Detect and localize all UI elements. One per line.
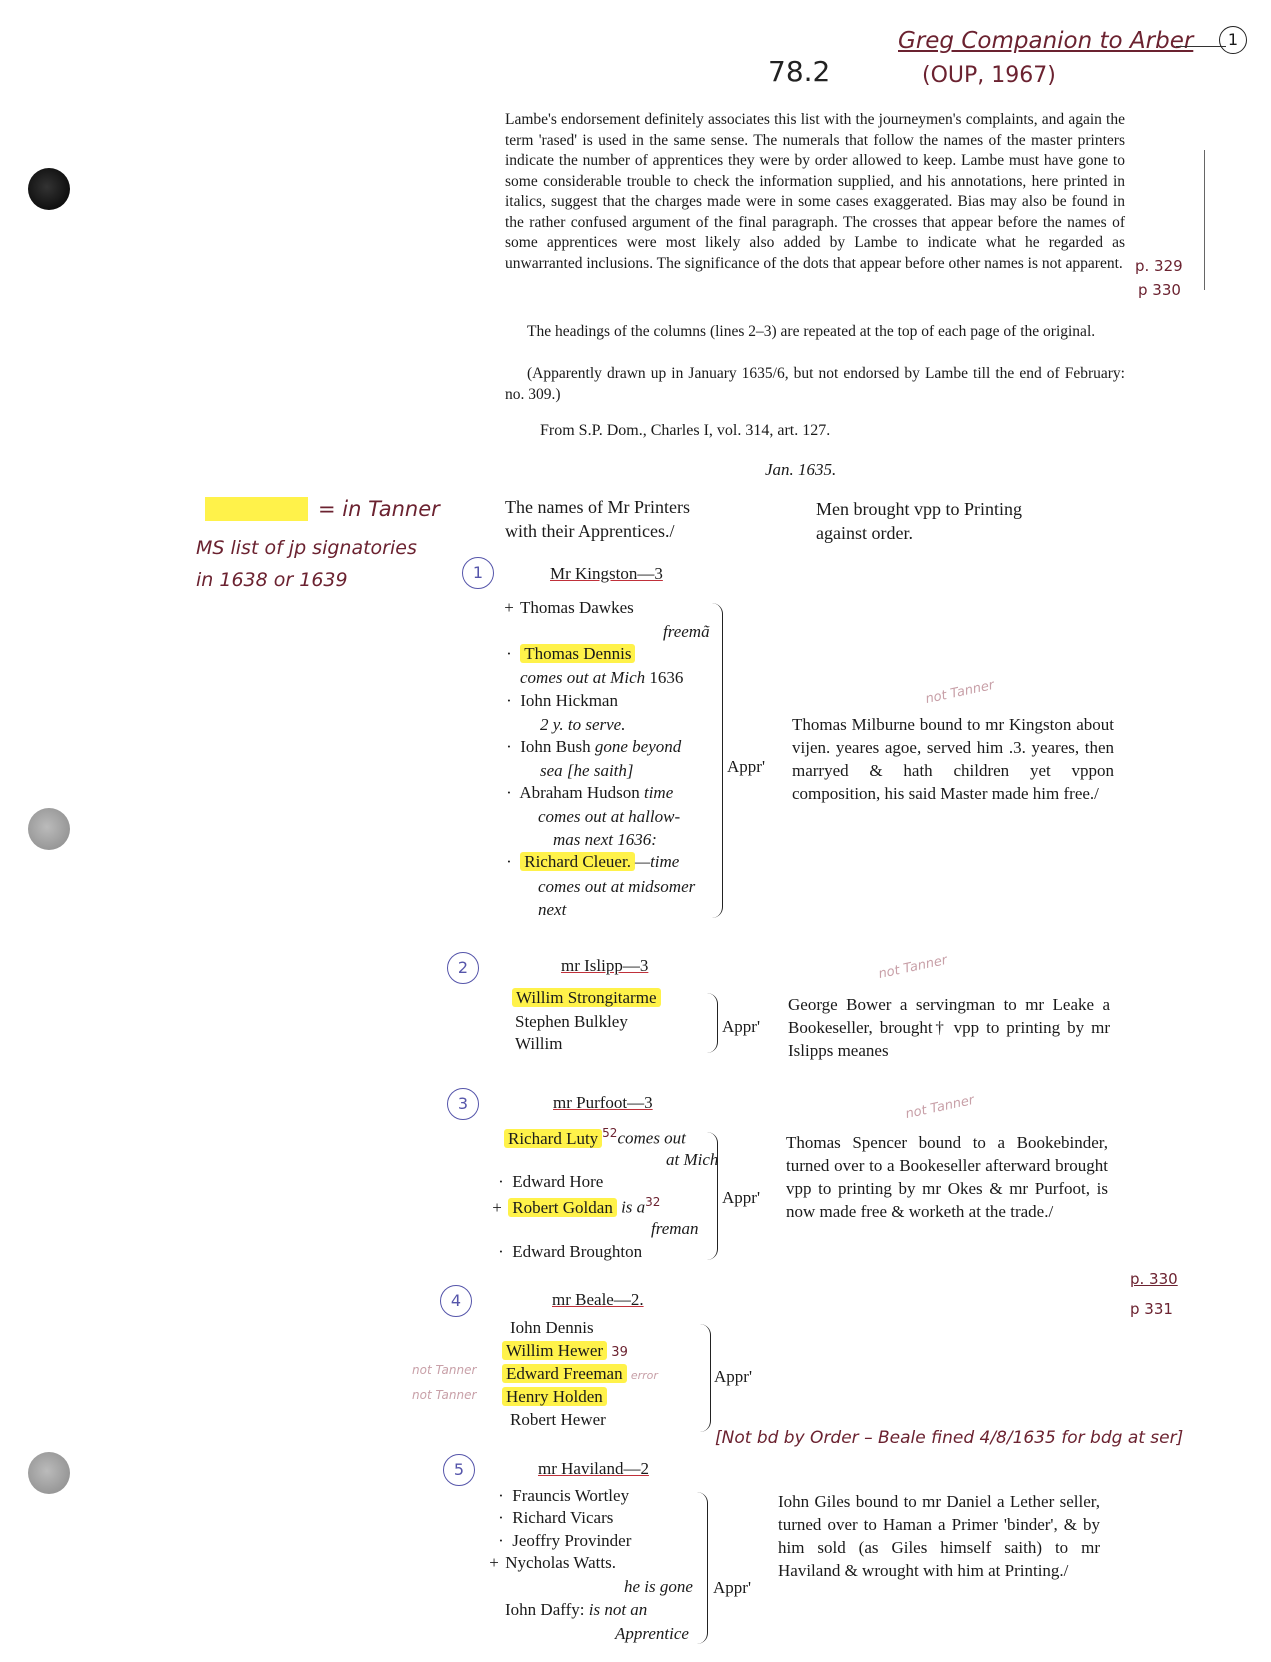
master-title: mr Beale—2. [552,1290,644,1309]
apprentice-entry: + Robert Goldan is $a^{32}$ [492,1195,661,1217]
annotation-not-tanner: not Tanner [924,677,996,708]
sheet-number: 1 [1219,26,1247,54]
brace [707,993,718,1053]
right-column-entry: Iohn Giles bound to mr Daniel a Lether seller, turned over to Haman a Primer 'binder', & by him sold (as Giles himself saith) to mr Haviland & wrought with him at Printing./ [778,1492,1100,1580]
master-number-circle: 2 [447,952,479,984]
right-column-entry: George Bower a servingman to mr Leake a Bookeseller, brought† vpp to printing by mr Islipps meanes [788,995,1110,1060]
page-ref: p. 330 [1130,1270,1178,1288]
apprentice-entry: · Iohn Bush gone beyond [506,737,682,756]
apprentice-note: comes out at Mich 1636 [520,668,684,687]
apprentice-note: freemã [663,622,710,641]
appr-label: Appr' [722,1017,761,1036]
apprentice-entry: + Nycholas Watts. [489,1553,616,1572]
master-title: Mr Kingston—3 [550,564,663,583]
apprentice-note: he is gone [624,1577,693,1596]
margin-rule [1204,150,1205,290]
page-code: 78.2 [768,55,831,88]
annotation-not-tanner: not Tanner [412,1388,477,1402]
appr-label: Appr' [727,757,766,776]
page-ref: p 330 [1138,281,1181,299]
apprentice-entry: Iohn Dennis [510,1318,594,1337]
apprentice-entry: Richard Luty $^{52}$comes out [504,1126,686,1149]
citation-title: Greg Companion to Arber [898,28,1194,54]
annotation-not-tanner: not Tanner [877,952,949,983]
right-column-entry: Thomas Spencer bound to a Bookebinder, turned over to a Bookeseller afterward brought vpp to printing by mr Okes & mr Purfoot, is now made free & worketh at the trade./ [786,1133,1108,1221]
page-ref: p 331 [1130,1300,1173,1318]
document-date: Jan. 1635. [765,460,837,479]
master-number-circle: 3 [447,1088,479,1120]
apprentice-entry: · Jeoffry Provinder [498,1531,632,1550]
apprentice-note: sea [he saith] [540,761,634,780]
apprentice-entry: · Thomas Dennis [502,644,635,664]
apprentice-entry: Willim Hewer 39 [502,1341,628,1361]
apprentice-entry: + Thomas Dawkes [504,598,634,617]
beale-note: [Not bd by Order – Beale fined 4/8/1635 for bdg at ser] [715,1428,1184,1448]
binder-hole [28,168,70,210]
apprentice-entry: Willim [515,1034,563,1053]
apprentice-entry: Iohn Daffy: is not an [505,1600,648,1619]
binder-hole [28,1452,70,1494]
legend-text: = in Tanner [318,497,440,521]
master-number-circle: 1 [462,557,494,589]
left-column-heading: The names of Mr Printers with their Apprentices./ [505,497,690,541]
brace [697,1492,708,1644]
annotation-not-tanner: not Tanner [904,1092,976,1123]
legend-text: in 1638 or 1639 [196,569,348,591]
binder-hole [28,808,70,850]
master-title: mr Purfoot—3 [553,1093,653,1112]
master-title: mr Haviland—2 [538,1459,649,1478]
master-number-circle: 4 [440,1285,472,1317]
apprentice-entry: · Abraham Hudson time [506,783,674,802]
apprentice-note: next [538,900,567,919]
apprentice-entry: Henry Holden [502,1387,607,1407]
apprentice-entry: · Frauncis Wortley [498,1486,630,1505]
source-citation: From S.P. Dom., Charles I, vol. 314, art. 127. [540,422,831,439]
apprentice-entry: · Richard Cleuer. —time [506,852,680,871]
apprentice-entry: · Edward Hore [498,1172,604,1191]
apprentice-note: comes out at midsomer [538,877,696,896]
apprentice-entry: Stephen Bulkley [515,1012,628,1031]
right-column-entry: Thomas Milburne bound to mr Kingston about vijen. yeares agoe, served him .3. yeares, then marryed & hath children yet vppon composition, his said Master made him free./ [792,715,1114,803]
brace [700,1324,711,1432]
brace [707,1132,718,1260]
apprentice-entry: Edward Freeman error [502,1364,658,1384]
apprentice-note: freman [651,1219,699,1238]
intro-paragraph-3: (Apparently drawn up in January 1635/6, but not endorsed by Lambe till the end of February: no. 309.) [505,365,1125,403]
apprentice-entry: Willim Strongitarme [512,988,661,1008]
apprentice-note: at Mich [666,1150,719,1169]
apprentice-note: mas next 1636: [553,830,657,849]
master-number-circle: 5 [443,1454,475,1486]
header-rule [1176,46,1226,47]
apprentice-note: 2 y. to serve. [540,715,626,734]
right-column-heading: Men brought vpp to Printing against order. [816,499,1022,543]
citation-publisher: (OUP, 1967) [922,63,1056,88]
intro-paragraph-1: Lambe's endorsement definitely associates this list with the journeymen's complaints, and again the term 'rased' is used in the same sense. The numerals that follow the names of the master printers indicate the number of apprentices they were by order allowed to keep. Lambe must have gone to some considerable trouble to check the information supplied, and his annotations, here printed in italics, suggest that the charges made were in some cases exaggerated. Bias may also be found in the rather confused argument of the final paragraph. The crosses that appear before the names of some apprentices were most likely also added by Lambe to indicate what he regarded as unwarranted inclusions. The significance of the dots that appear before other names is not apparent. [505,111,1125,272]
appr-label: Appr' [714,1367,753,1386]
intro-paragraph-2: The headings of the columns (lines 2–3) are repeated at the top of each page of the original. [527,323,1096,340]
apprentice-entry: Robert Hewer [510,1410,606,1429]
legend-text: MS list of jp signatories [196,537,417,559]
legend-highlight-swatch [205,497,308,521]
apprentice-entry: · Richard Vicars [498,1508,614,1527]
annotation-not-tanner: not Tanner [412,1363,477,1377]
page-ref: p. 329 [1135,257,1183,275]
appr-label: Appr' [713,1578,752,1597]
brace [712,603,723,918]
apprentice-entry: · Iohn Hickman [506,691,618,710]
apprentice-note: comes out at hallow- [538,807,681,826]
master-title: mr Islipp—3 [561,956,649,975]
appr-label: Appr' [722,1188,761,1207]
apprentice-entry: · Edward Broughton [498,1242,643,1261]
apprentice-note: Apprentice [615,1624,689,1643]
